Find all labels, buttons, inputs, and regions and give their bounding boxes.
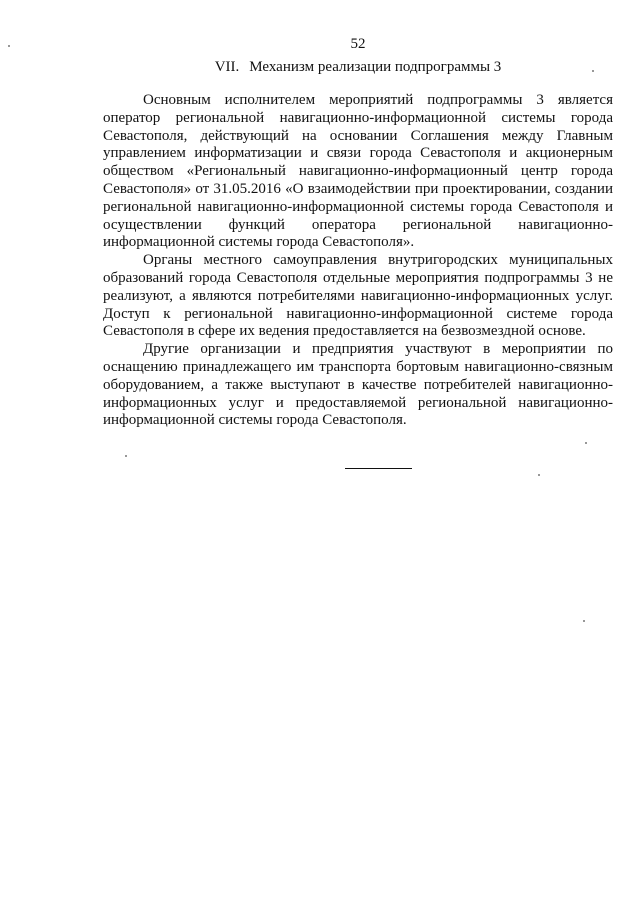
scan-speck [538,474,540,476]
paragraph-3: Другие организации и предприятия участвуют в мероприятии по оснащению принадлежащего им транспорта бортовым навигационно-связным оборудованием, а также выступают в качестве потребителей навигационно-информационных услуг и предоставляемой региональной навигационно-информационной системы города Севастополя. [103,341,613,429]
scan-speck [585,442,587,444]
section-numeral: VII. [214,59,240,75]
scan-speck [8,45,10,47]
scan-speck [125,455,127,457]
section-heading [0,59,640,76]
scan-speck [592,70,594,72]
paragraph-1: Основным исполнителем мероприятий подпрограммы 3 является оператор региональной навигационно-информационной системы города Севастополя, действующий на основании Соглашения между Главным управлением информатизации и связи города Севастополя и акционерным обществом «Региональный навигационно-информационный центр города Севастополя» от 31.05.2016 «О взаимодействии при проектировании, создании региональной навигационно-информационной системы города Севастополя и осуществлении функций оператора региональной навигационно-информационной системы города Севастополя». [103,92,613,251]
page-number: 52 [350,36,366,52]
body-text [103,92,613,430]
end-divider-line [345,468,412,469]
scan-speck [583,620,585,622]
section-title: Механизм реализации подпрограммы 3 [249,59,502,75]
paragraph-2: Органы местного самоуправления внутригородских муниципальных образований города Севастополя отдельные мероприятия подпрограммы 3 не реализуют, а являются потребителями навигационно-информационных услуг. Доступ к региональной навигационно-информационной системе города Севастополя в сфере их ведения предоставляется на безвозмездной основе. [103,252,613,340]
